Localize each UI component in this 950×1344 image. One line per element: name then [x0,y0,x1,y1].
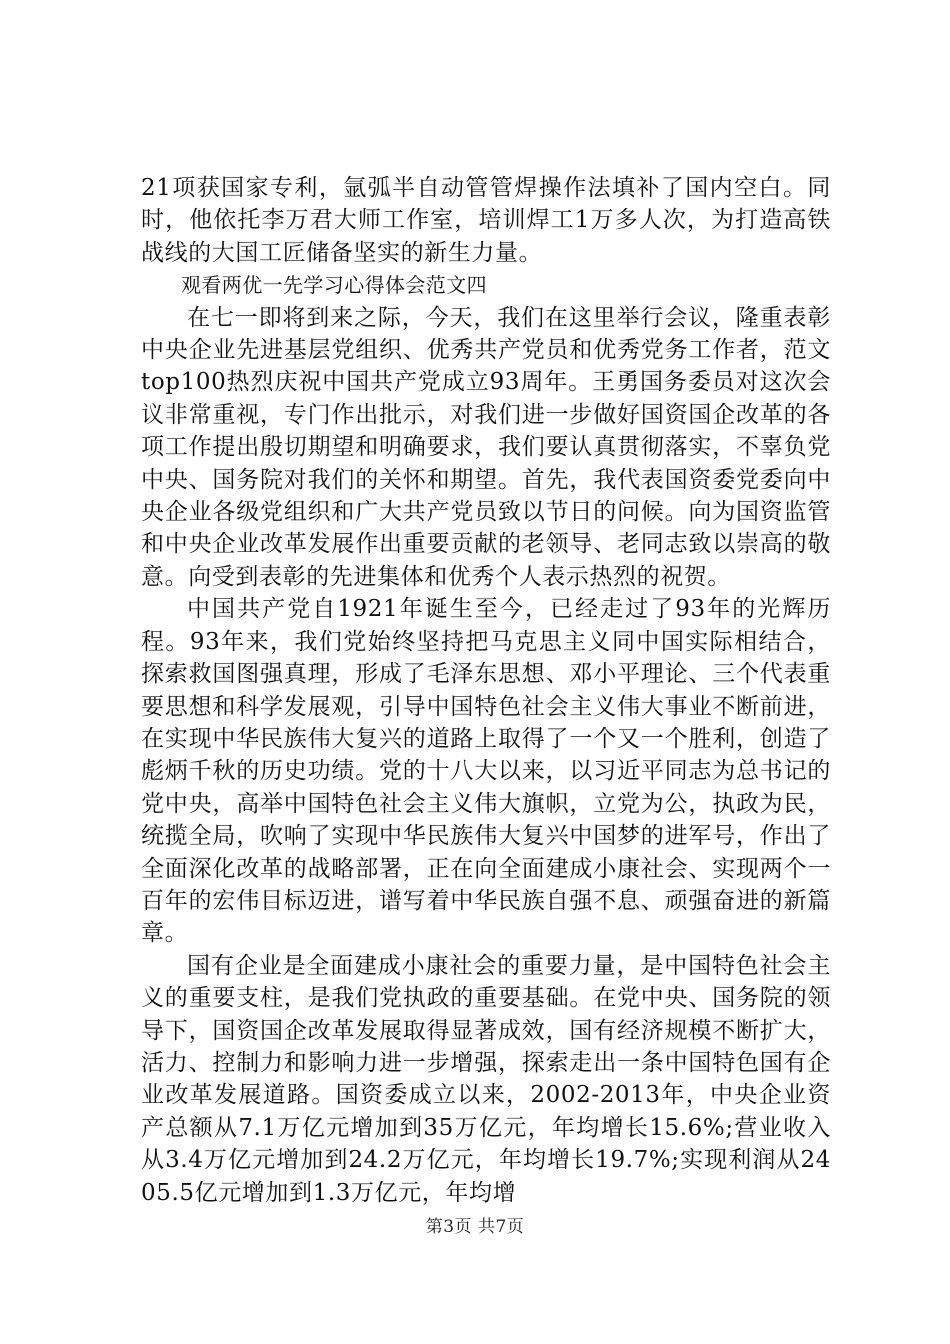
paragraph-commendation: 在七一即将到来之际，今天，我们在这里举行会议，隆重表彰中央企业先进基层党组织、优秀共产党员和优秀党务工作者，范文top100热烈庆祝中国共产党成立93周年。王勇国务委员对这次会议非常重视，专门作出批示，对我们进一步做好国资国企改革的各项工作提出殷切期望和明确要求，我们要认真贯彻落实，不辜负党中央、国务院对我们的关怀和期望。首先，我代表国资委党委向中央企业各级党组织和广大共产党员致以节日的问候。向为国资监管和中央企业改革发展作出重要贡献的老领导、老同志致以崇高的敬意。向受到表彰的先进集体和优秀个人表示热烈的祝贺。 [141,304,831,590]
paragraph-continuation: 21项获国家专利，氩弧半自动管管焊操作法填补了国内空白。同时，他依托李万君大师工作室，培训焊工1万多人次，为打造高铁战线的大国工匠储备坚实的新生力量。 [141,175,831,266]
page-number-footer: 第3页 共7页 [425,1217,525,1237]
paragraph-party-history: 中国共产党自1921年诞生至今，已经走过了93年的光辉历程。93年来，我们党始终坚持把马克思主义同中国实际相结合，探索救国图强真理，形成了毛泽东思想、邓小平理论、三个代表重要思想和科学发展观，引导中国特色社会主义伟大事业不断前进，在实现中华民族伟大复兴的道路上取得了一个又一个胜利，创造了彪炳千秋的历史功绩。党的十八大以来，以习近平同志为总书记的党中央，高举中国特色社会主义伟大旗帜，立党为公，执政为民，统揽全局，吹响了实现中华民族伟大复兴中国梦的进军号，作出了全面深化改革的战略部署，正在向全面建成小康社会、实现两个一百年的宏伟目标迈进，谱写着中华民族自强不息、顽强奋进的新篇章。 [141,596,831,947]
section-heading: 观看两优一先学习心得体会范文四 [181,273,487,298]
paragraph-state-enterprises: 国有企业是全面建成小康社会的重要力量，是中国特色社会主义的重要支柱，是我们党执政的重要基础。在党中央、国务院的领导下，国资国企改革发展取得显著成效，国有经济规模不断扩大，活力、控制力和影响力进一步增强，探索走出一条中国特色国有企业改革发展道路。国资委成立以来，2002-2013年，中央企业资产总额从7.1万亿元增加到35万亿元，年均增长15.6%;营业收入从3.4万亿元增加到24.2万亿元，年均增长19.7%;实现利润从2405.5亿元增加到1.3万亿元，年均增 [141,952,831,1206]
document-body [141,172,831,1209]
